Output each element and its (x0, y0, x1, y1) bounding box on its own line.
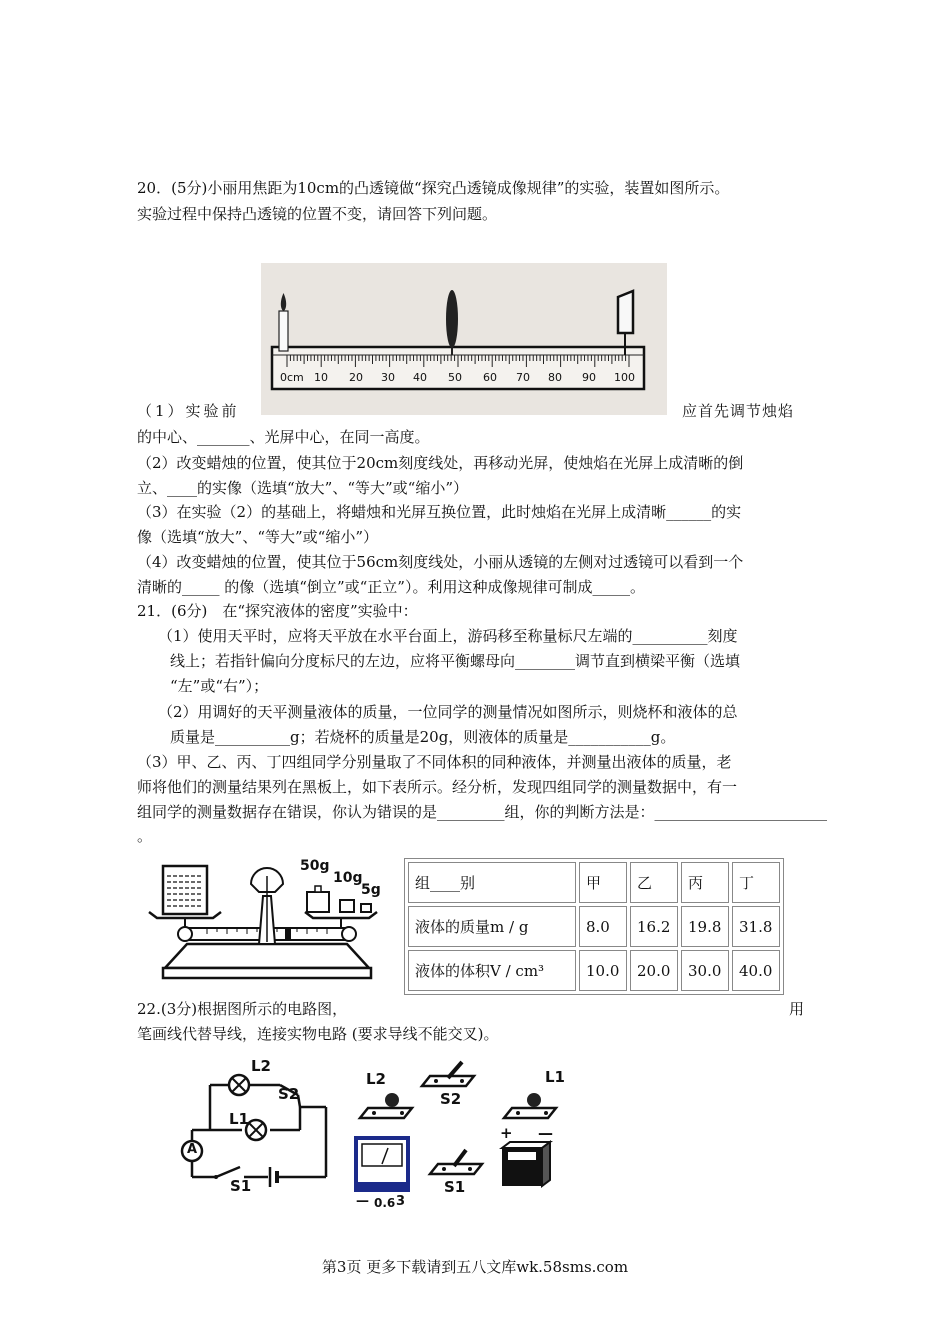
q20-sub3-b: 像（选填“放大”、“等大”或“缩小”） (137, 528, 379, 546)
table-cell: 10.0 (579, 950, 627, 991)
ruler-label: 80 (548, 371, 562, 384)
weight-5g (361, 904, 371, 912)
table-header-row (408, 862, 780, 903)
balance-base (165, 944, 369, 968)
ruler-label: 40 (413, 371, 427, 384)
table-cell: 8.0 (579, 906, 627, 947)
q21-s3d: 。 (137, 827, 153, 845)
page-footer: 第3页 更多下载请到五八文库wk.58sms.com (321, 1258, 629, 1276)
label-s2: S2 (278, 1085, 300, 1103)
q21-s3c: 组同学的测量数据存在错误，你认为错误的是_________组，你的判断方法是：_______________________ (137, 803, 828, 821)
ruler-label: 30 (381, 371, 395, 384)
q20-sub4-b: 清晰的_____ 的像（选填“倒立”或“正立”）。利用这种成像规律可制成_____。 (137, 578, 645, 596)
candle (279, 311, 288, 351)
q22-line1-end: 用 (789, 1000, 805, 1018)
measurement-table (404, 858, 784, 995)
label-s1-device: S1 (444, 1178, 466, 1196)
label-l2-device: L2 (366, 1070, 386, 1088)
table-cell: 16.2 (630, 906, 678, 947)
ruler-label: 100 (614, 371, 635, 384)
meter-06-label: 0.6 (374, 1196, 396, 1210)
lamp-l2-bulb (385, 1093, 399, 1107)
ruler-label-row (261, 371, 667, 387)
label-l1-device: L1 (545, 1068, 565, 1086)
circuit-diagram (180, 1055, 340, 1200)
meter-minus-label: — (356, 1194, 369, 1209)
table-cell: 丙 (681, 862, 729, 903)
q21-s1c: “左”或“右”）； (170, 677, 269, 695)
label-s1: S1 (230, 1177, 252, 1195)
label-l1: L1 (229, 1110, 249, 1128)
lamp-l2-holder (360, 1108, 412, 1118)
q20-line1: 20．(5分)小丽用焦距为10cm的凸透镜做“探究凸透镜成像规律”的实验，装置如图所示。 (137, 179, 730, 197)
ruler-label: 90 (582, 371, 596, 384)
left-nut (178, 927, 192, 941)
weight-10g (340, 900, 354, 912)
q20-sub2-b: 立、____的实像（选填“放大”、“等大”或“缩小”） (137, 479, 469, 497)
q22-line1: 22.(3分)根据图所示的电路图， (137, 1000, 348, 1018)
weight-label-10g: 10g (333, 870, 363, 886)
q21-s1b: 线上；若指针偏向分度标尺的左边，应将平衡螺母向________调节直到横梁平衡（选填 (170, 652, 741, 670)
optical-bench-figure (261, 263, 667, 415)
q21-s3a: （3）甲、乙、丙、丁四组同学分别量取了不同体积的同种液体，并测量出液体的质量，老 (137, 753, 732, 771)
q20-sub3-a: （3）在实验（2）的基础上，将蜡烛和光屏互换位置，此时烛焰在光屏上成清晰______的实 (137, 503, 742, 521)
table-row (408, 950, 780, 991)
table-cell: 液体的体积V / cm³ (408, 950, 576, 991)
balance-figure (147, 856, 387, 994)
optical-bench-svg (261, 263, 667, 415)
lamp-l1-holder (504, 1108, 556, 1118)
convex-lens (446, 290, 458, 348)
q21-s2a: （2）用调好的天平测量液体的质量，一位同学的测量情况如图所示，则烧杯和液体的总 (158, 703, 738, 721)
label-a: A (187, 1142, 198, 1157)
weight-50g (307, 892, 329, 912)
light-screen (618, 291, 633, 333)
ruler-label: 10 (314, 371, 328, 384)
q22-line2: 笔画线代替导线，连接实物电路 (要求导线不能交叉)。 (137, 1025, 499, 1043)
circuit-svg (180, 1055, 340, 1200)
battery-plus-label: + (500, 1124, 513, 1142)
q20-sub1-end: 应首先调节烛焰 (682, 402, 795, 420)
physical-components (352, 1056, 572, 1216)
table-cell: 20.0 (630, 950, 678, 991)
q21-title: 21．(6分) 在“探究液体的密度”实验中： (137, 602, 418, 620)
table-cell: 乙 (630, 862, 678, 903)
weight-label-5g: 5g (361, 882, 381, 898)
beaker (163, 866, 207, 914)
q20-sub2-a: （2）改变蜡烛的位置，使其位于20cm刻度线处，再移动光屏，使烛焰在光屏上成清晰的倒 (137, 454, 744, 472)
label-s2-device: S2 (440, 1090, 462, 1108)
table-cell: 甲 (579, 862, 627, 903)
q20-sub1-cont: 的中心、_______、光屏中心，在同一高度。 (137, 428, 430, 446)
ruler-label: 60 (483, 371, 497, 384)
ruler-label: 50 (448, 371, 462, 384)
weight-label-50g: 50g (300, 858, 330, 874)
label-l2: L2 (251, 1057, 271, 1075)
table-row (408, 906, 780, 947)
table-cell: 19.8 (681, 906, 729, 947)
q20-line2: 实验过程中保持凸透镜的位置不变，请回答下列问题。 (137, 205, 498, 223)
q21-s3b: 师将他们的测量结果列在黑板上，如下表所示。经分析，发现四组同学的测量数据中，有一 (137, 778, 738, 796)
balance-base-plate (163, 968, 371, 978)
table-cell: 液体的质量m / g (408, 906, 576, 947)
q21-s1a: （1）使用天平时，应将天平放在水平台面上，游码移至称量标尺左端的__________刻度 (158, 627, 738, 645)
q20-sub1-start: （1）实验前 (137, 402, 240, 420)
q20-sub4-a: （4）改变蜡烛的位置，使其位于56cm刻度线处，小丽从透镜的左侧对过透镜可以看到一个 (137, 553, 744, 571)
table-cell: 40.0 (732, 950, 780, 991)
q21-s2b: 质量是__________g；若烧杯的质量是20g，则液体的质量是___________g。 (170, 728, 676, 746)
rider (285, 928, 291, 940)
battery-minus-label: — (538, 1124, 553, 1142)
ruler-label: 0cm (280, 371, 304, 384)
photo-background (261, 263, 667, 415)
right-nut (342, 927, 356, 941)
table-cell: 组____别 (408, 862, 576, 903)
lamp-l1-bulb (527, 1093, 541, 1107)
ruler-label: 20 (349, 371, 363, 384)
ruler-label: 70 (516, 371, 530, 384)
meter-3-label: 3 (396, 1194, 406, 1209)
table-cell: 30.0 (681, 950, 729, 991)
table-cell: 丁 (732, 862, 780, 903)
table-cell: 31.8 (732, 906, 780, 947)
